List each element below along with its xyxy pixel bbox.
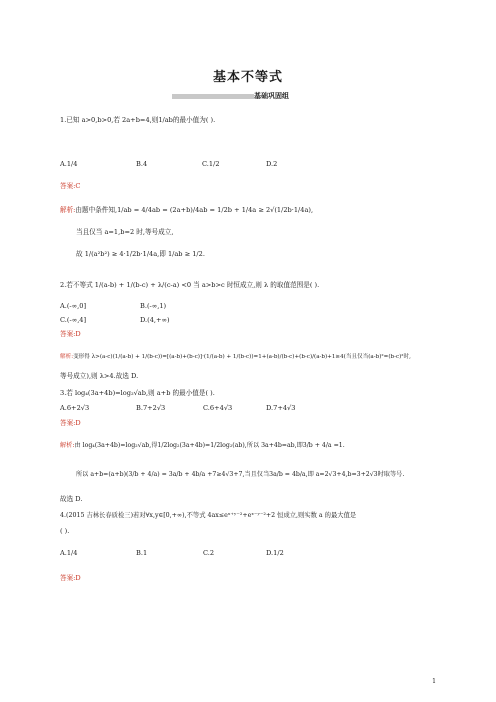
- q4-option-d: D.1/2: [266, 549, 284, 557]
- q3-option-b: B.7+2√3: [136, 404, 166, 412]
- q3-analysis-line-2: 所以 a+b=(a+b)(3/b + 4/a) = 3a/b + 4b/a +7≥4√3+7,当且仅当3a/b = 4b/a,即 a=2√3+4,b=3+2√3时取等号.: [76, 471, 405, 478]
- q4-stem-line-2: ( ).: [60, 527, 70, 535]
- q2-analysis-text-1: 变形得 λ>(a-c)(1/(a-b) + 1/(b-c))=[(a-b)+(b-c)]·(1/(a-b) + 1/(b-c))=1+(a-b)/(b-c)+(b-c)/(a-b)+1≥4(当且仅当(a-b)²=(b-c)²时,: [73, 354, 411, 360]
- q1-answer: 答案:C: [60, 182, 81, 190]
- q4-option-b: B.1: [136, 549, 148, 557]
- q2-stem: 2.若不等式 1/(a-b) + 1/(b-c) + λ/(c-a) <0 当 a>b>c 时恒成立,则 λ 的取值范围是( ).: [60, 281, 320, 289]
- q2-analysis-label: 解析:: [60, 354, 74, 360]
- q3-option-c: C.6+4√3: [203, 404, 233, 412]
- page-number: 1: [432, 678, 436, 685]
- q3-answer: 答案:D: [60, 419, 81, 427]
- page-title: 基本不等式: [212, 70, 283, 85]
- q2-option-d: D.(4,+∞): [140, 316, 170, 324]
- section-bar: [172, 94, 254, 99]
- q3-stem: 3.若 log₄(3a+4b)=log₂√ab,则 a+b 的最小值是( ).: [60, 389, 215, 397]
- q1-analysis-label: 解析:: [60, 206, 76, 214]
- q2-answer: 答案:D: [60, 330, 81, 338]
- q1-option-d: D.2: [266, 160, 278, 168]
- q2-analysis-line-1: [60, 353, 411, 362]
- q1-analysis-line-3: 故 1/(a²b²) ≥ 4·1/2b·1/4a,即 1/ab ≥ 1/2.: [76, 250, 205, 258]
- q1-analysis-line-1: [60, 206, 313, 215]
- q4-stem-line-1: 4.(2015 吉林长春质检三)若对∀x,y∈[0,+∞),不等式 4ax≤eˣ⁺ʸ⁻²+eˣ⁻ʸ⁻²+2 恒成立,则实数 a 的最大值是: [60, 512, 357, 519]
- q2-analysis-line-2: 等号成立),则 λ>4.故选 D.: [60, 372, 139, 380]
- q3-analysis-line-3: 故选 D.: [60, 495, 83, 503]
- q3-analysis-line-1: [60, 441, 345, 450]
- q3-option-a: A.6+2√3: [60, 404, 90, 412]
- q1-analysis-text-1: 由题中条件知,1/ab = 4/4ab = (2a+b)/4ab = 1/2b + 1/4a ≥ 2√(1/2b·1/4a),: [75, 206, 314, 214]
- q3-analysis-text-1: 由 log₄(3a+4b)=log₂√ab,得1/2log₂(3a+4b)=1/2log₂(ab),所以 3a+4b=ab,即3/b + 4/a =1.: [74, 442, 345, 449]
- q4-option-c: C.2: [203, 549, 215, 557]
- q4-answer: 答案:D: [60, 574, 81, 582]
- q2-option-b: B.(-∞,1): [140, 302, 167, 310]
- q2-option-a: A.(-∞,0]: [60, 302, 87, 310]
- q1-stem: 1.已知 a>0,b>0,若 2a+b=4,则1/ab的最小值为( ).: [60, 116, 216, 124]
- q3-option-d: D.7+4√3: [266, 404, 296, 412]
- q2-option-c: C.(-∞,4]: [60, 316, 87, 324]
- q1-option-c: C.1/2: [202, 160, 220, 168]
- q1-option-b: B.4: [136, 160, 148, 168]
- q1-option-a: A.1/4: [60, 160, 78, 168]
- q4-option-a: A.1/4: [60, 549, 78, 557]
- section-subtitle: 基础巩固组: [254, 92, 289, 100]
- q1-analysis-line-2: 当且仅当 a=1,b=2 时,等号成立,: [76, 228, 174, 236]
- q3-analysis-label: 解析:: [60, 442, 75, 449]
